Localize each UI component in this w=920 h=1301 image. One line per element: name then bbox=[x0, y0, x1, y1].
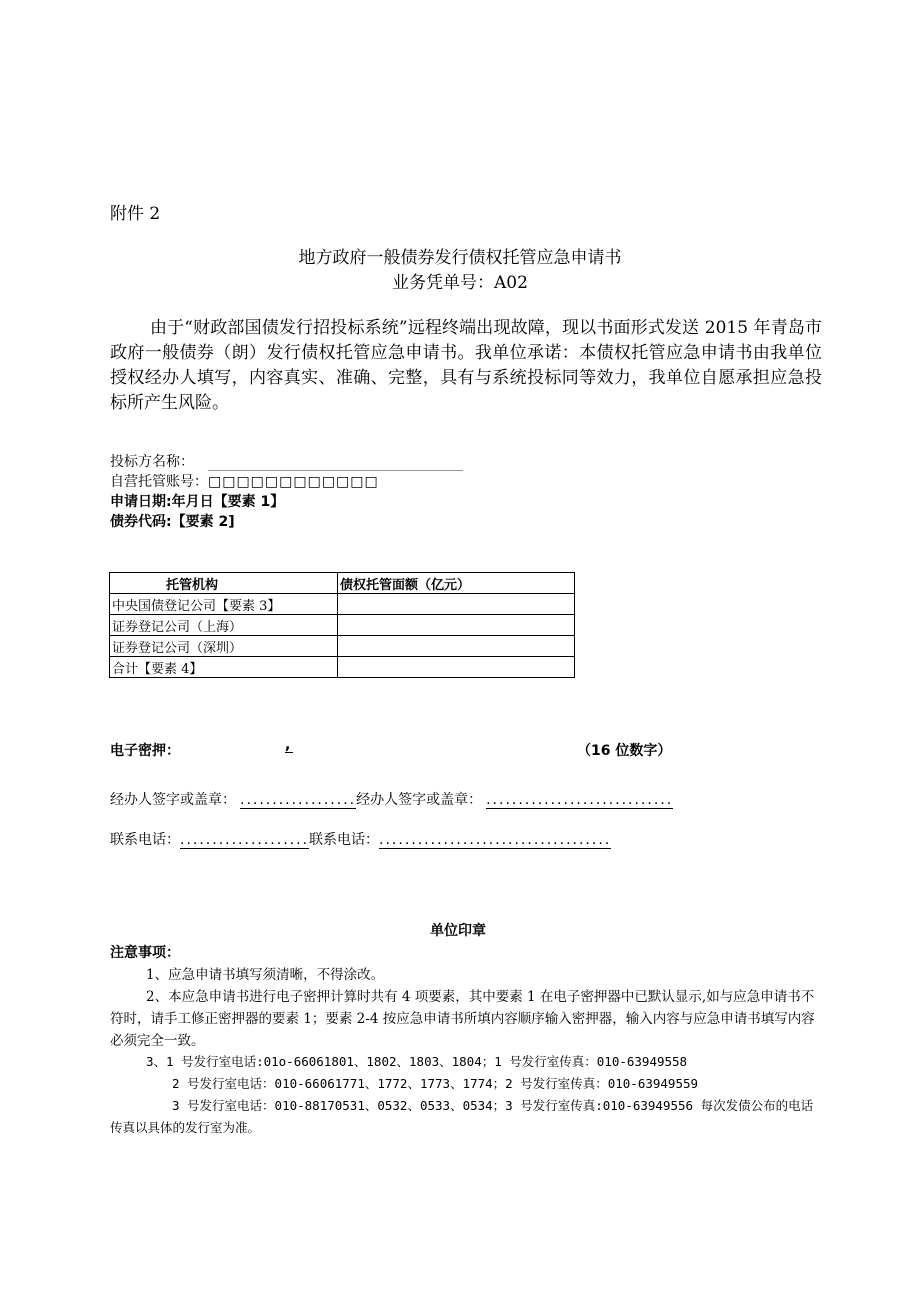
note-item-1: 1、应急申请书填写须清晰，不得涂改。 bbox=[146, 967, 385, 983]
table-row bbox=[110, 594, 575, 615]
note-item-3b: 2 号发行室电话：010-66061771、1772、1773、1774；2 号发行室传真：010-63949559 bbox=[172, 1076, 699, 1091]
notes-title: 注意事项： bbox=[110, 945, 180, 961]
table-row bbox=[110, 636, 575, 657]
bidder-name-field[interactable] bbox=[208, 456, 463, 471]
phone-label: 联系电话： bbox=[309, 832, 380, 848]
table-header-cell: 托管机构 bbox=[110, 573, 338, 594]
account-boxes[interactable]: □□□□□□□□□□□□ bbox=[208, 474, 379, 490]
apply-date: 申请日期:年月日【要素 1】 bbox=[110, 494, 285, 510]
phone-label: 联系电话： bbox=[110, 832, 180, 848]
table-input-cell[interactable] bbox=[338, 636, 575, 657]
signature-field[interactable]: .................. bbox=[240, 792, 357, 808]
signature-field[interactable]: ............................. bbox=[486, 792, 674, 808]
phone-field[interactable]: .................... bbox=[180, 832, 310, 848]
note-item-3c: 3 号发行室电话：010-88170531、0532、0533、0534；3 号发行室传真:010-63949556 每次发债公布的电话传真以具体的发行室为准。 bbox=[110, 1098, 814, 1135]
table-cell: 中央国债登记公司【要素 3】 bbox=[110, 594, 338, 615]
table-cell: 证券登记公司（上海） bbox=[110, 615, 338, 636]
note-item-2: 2、本应急申请书进行电子密押计算时共有 4 项要素，其中要素 1 在电子密押器中已默认显示,如与应急申请书不符时，请手工修正密押器的要素 1；要素 2-4 按应急申请书所填内容顺序输入密押器，输入内容与应急申请书填写内容必须完全一致。 bbox=[110, 989, 815, 1049]
phone-field[interactable]: .................................... bbox=[379, 832, 612, 848]
voucher-number: 业务凭单号：A02 bbox=[392, 273, 528, 293]
table-header-cell: 债权托管面额（亿元） bbox=[338, 573, 575, 594]
attachment-label: 附件 2 bbox=[110, 204, 161, 224]
custody-table bbox=[109, 572, 575, 678]
signature-label: 经办人签字或盖章： bbox=[110, 792, 236, 808]
table-row bbox=[110, 657, 575, 678]
signature-row bbox=[110, 789, 673, 809]
table-row bbox=[110, 615, 575, 636]
signature-label: 经办人签字或盖章： bbox=[356, 792, 483, 808]
bidder-name-label: 投标方名称： bbox=[110, 454, 194, 470]
account-row bbox=[110, 471, 379, 491]
table-input-cell[interactable] bbox=[338, 615, 575, 636]
phone-row bbox=[110, 829, 611, 849]
table-cell: 证券登记公司（深圳） bbox=[110, 636, 338, 657]
body-paragraph: 由于“财政部国债发行招投标系统”远程终端出现故障，现以书面形式发送 2015 年青岛市政府一般债券（朗）发行债权托管应急申请书。我单位承诺：本债权托管应急申请书由我单位授权经办人填写，内容真实、准确、完整，具有与系统投标同等效力，我单位自愿承担应急投标所产生风险。 bbox=[110, 318, 822, 413]
unit-seal-label: 单位印章 bbox=[430, 923, 486, 939]
document-title: 地方政府一般债券发行债权托管应急申请书 bbox=[298, 248, 622, 268]
bond-code: 债券代码:【要素 2] bbox=[110, 514, 235, 530]
password-hint: （16 位数字） bbox=[577, 743, 672, 759]
password-label: 电子密押： bbox=[110, 743, 180, 759]
account-label: 自营托管账号： bbox=[110, 474, 208, 490]
bidder-name-row bbox=[110, 451, 463, 471]
note-item-3: 3、1 号发行室电话:01o-66061801、1802、1803、1804；1 号发行室传真：010-63949558 bbox=[146, 1054, 688, 1069]
table-header-row bbox=[110, 573, 575, 594]
table-input-cell[interactable] bbox=[338, 594, 575, 615]
password-field[interactable]: , bbox=[285, 738, 293, 753]
table-input-cell[interactable] bbox=[338, 657, 575, 678]
table-cell: 合计【要素 4】 bbox=[110, 657, 338, 678]
